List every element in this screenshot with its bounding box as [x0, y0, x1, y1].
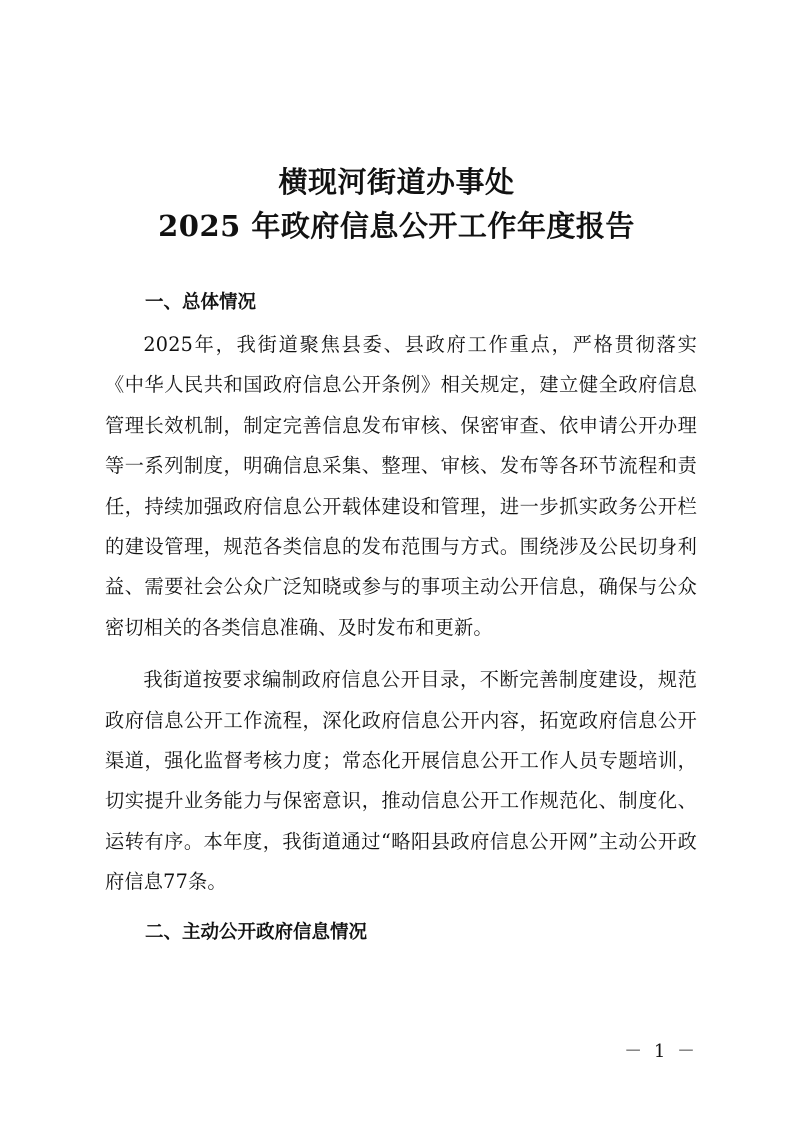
section-heading-active-disclosure: 二、主动公开政府信息情况: [145, 921, 368, 943]
body-paragraph: 我街道按要求编制政府信息公开目录，不断完善制度建设，规范政府信息公开工作流程，深化政府信息公开内容，拓宽政府信息公开渠道，强化监督考核力度；常态化开展信息公开工作人员专题培训，切实提升业务能力与保密意识，推动信息公开工作规范化、制度化、运转有序。本年度，我街道通过“略阳县政府信息公开网”主动公开政府信息77条。: [105, 668, 697, 894]
document-body: [105, 285, 697, 951]
title-line-2: 2025 年政府信息公开工作年度报告: [158, 209, 635, 243]
section-heading-overview: 一、总体情况: [145, 292, 257, 313]
document-title: [0, 160, 793, 248]
page-number: － 1 －: [624, 1041, 698, 1062]
title-line-1: 横现河街道办事处: [278, 165, 515, 199]
body-paragraph: 2025年，我街道聚焦县委、县政府工作重点，严格贯彻落实《中华人民共和国政府信息公开条例》相关规定，建立健全政府信息管理长效机制，制定完善信息发布审核、保密审查、依申请公开办理等一系列制度，明确信息采集、整理、审核、发布等各环节流程和责任，持续加强政府信息公开载体建设和管理，进一步抓实政务公开栏的建设管理，规范各类信息的发布范围与方式。围绕涉及公民切身利益、需要社会公众广泛知晓或参与的事项主动公开信息，确保与公众密切相关的各类信息准确、及时发布和更新。: [105, 333, 697, 639]
